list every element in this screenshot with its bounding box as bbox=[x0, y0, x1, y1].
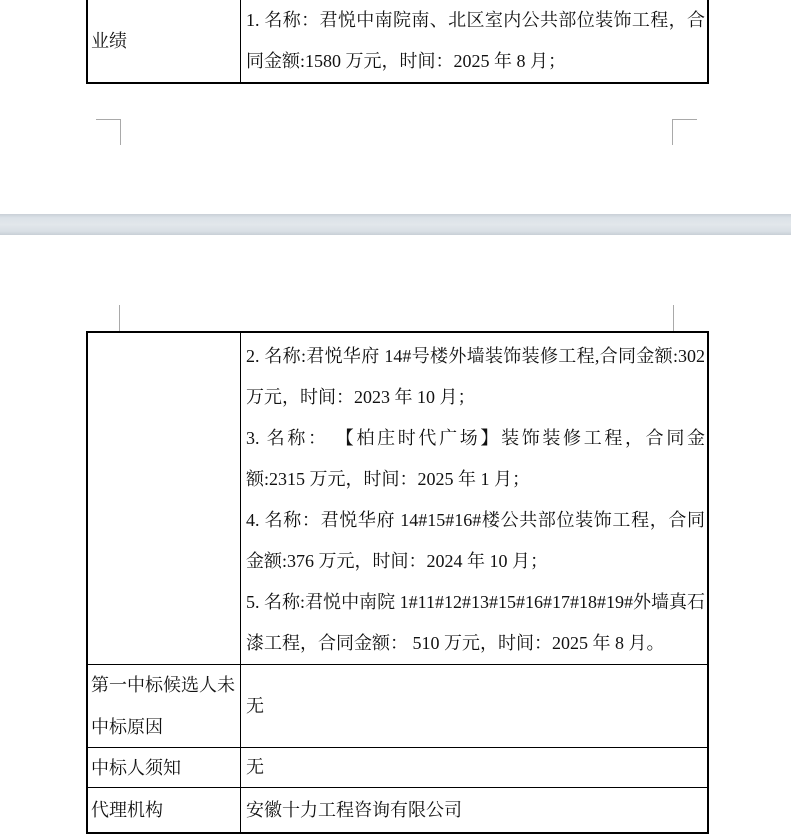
agency-label: 代理机构 bbox=[88, 788, 241, 832]
results-table-page1-fragment bbox=[86, 0, 709, 84]
achievement-item-4: 4. 名称：君悦华府 14#15#16#楼公共部位装饰工程，合同金额:376 万元，时间：2024 年 10 月； bbox=[246, 510, 705, 571]
achievement-item-2: 2. 名称:君悦华府 14#号楼外墙装饰装修工程,合同金额:302 万元，时间：2023 年 10 月； bbox=[246, 346, 705, 407]
results-table-page2 bbox=[86, 331, 709, 834]
performance-row-value-cell bbox=[241, 0, 707, 82]
first-candidate-reason-label: 第一中标候选人未中标原因 bbox=[88, 665, 241, 747]
table-row-winner-notice bbox=[88, 748, 707, 788]
table-row-achievements-continued bbox=[88, 333, 707, 665]
achievement-item-5: 5. 名称:君悦中南院 1#11#12#13#15#16#17#18#19#外墙真石漆工程，合同金额： 510 万元，时间：2025 年 8 月。 bbox=[246, 592, 705, 653]
page1-bottom-right-margin-mark bbox=[672, 119, 697, 145]
winner-notice-value: 无 bbox=[246, 757, 264, 777]
table-row-agency bbox=[88, 788, 707, 832]
agency-value: 安徽十力工程咨询有限公司 bbox=[246, 799, 462, 820]
table-row-performance bbox=[88, 0, 707, 82]
page-separator bbox=[0, 214, 791, 235]
achievement-item-3: 3. 名称： 【柏庄时代广场】装饰装修工程，合同金额:2315 万元，时间：2025 年 1 月； bbox=[246, 428, 705, 489]
performance-row-label: 业绩 bbox=[88, 0, 241, 82]
achievements-empty-label-cell bbox=[88, 333, 241, 664]
winner-notice-label: 中标人须知 bbox=[88, 748, 241, 787]
page2-top-right-margin-mark bbox=[673, 305, 674, 331]
agency-value-cell bbox=[241, 788, 707, 832]
page2-top-left-margin-mark bbox=[119, 305, 120, 331]
achievement-item-1: 1. 名称：君悦中南院南、北区室内公共部位装饰工程，合同金额:1580 万元，时间：2025 年 8 月； bbox=[246, 10, 705, 71]
page1-bottom-left-margin-mark bbox=[96, 119, 121, 145]
first-candidate-reason-value: 无 bbox=[246, 695, 264, 716]
table-row-first-candidate-reason bbox=[88, 665, 707, 748]
first-candidate-reason-value-cell bbox=[241, 665, 707, 747]
achievements-value-cell bbox=[241, 333, 707, 664]
winner-notice-value-cell bbox=[241, 748, 707, 787]
